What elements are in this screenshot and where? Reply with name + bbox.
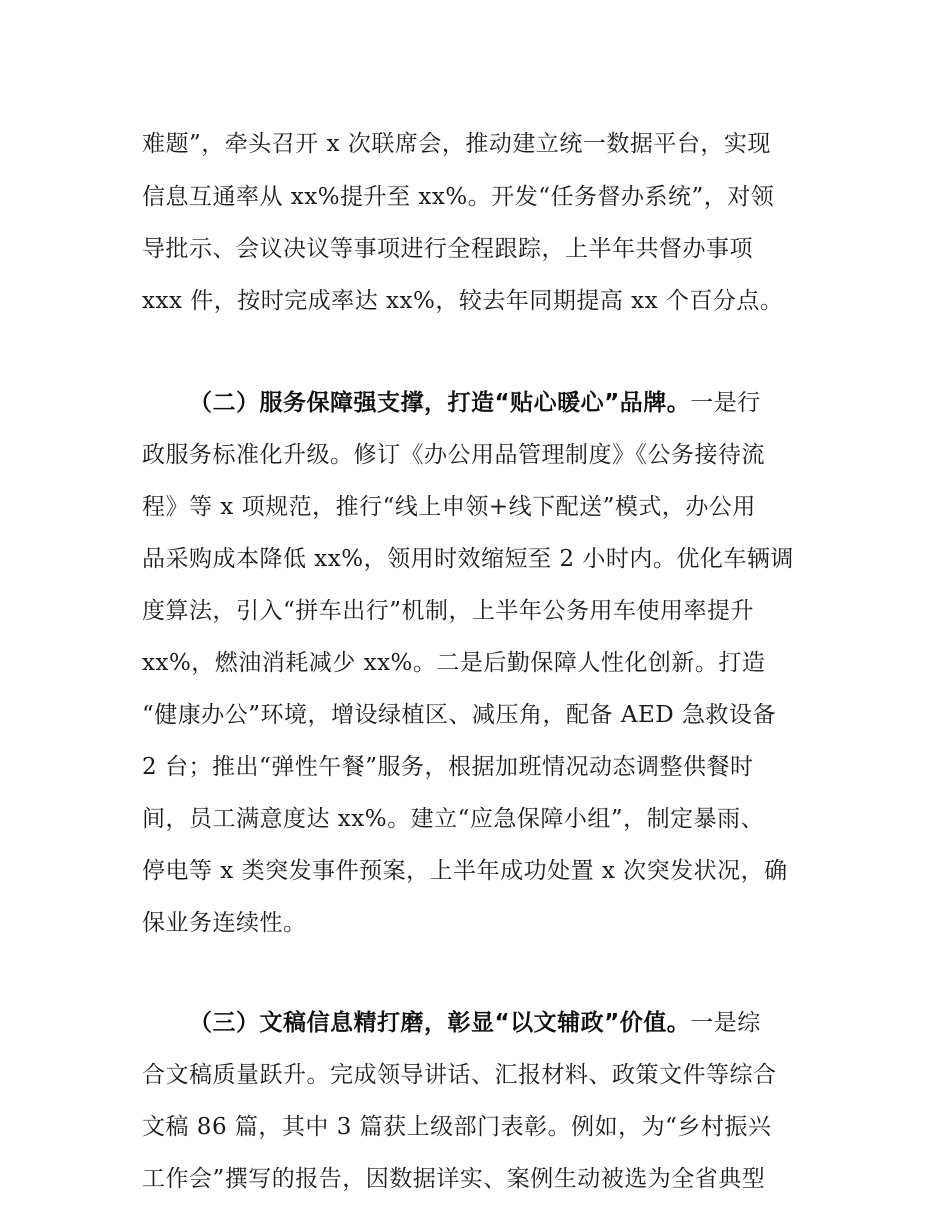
paragraph-2-line-3: 程》等 x 项规范，推行“线上申领+线下配送”模式，办公用 <box>142 494 756 520</box>
paragraph-3-line-2: 合文稿质量跃升。完成领导讲话、汇报材料、政策文件等综合 <box>142 1062 777 1088</box>
paragraph-2-line-4: 品采购成本降低 xx%，领用时效缩短至 2 小时内。优化车辆调 <box>142 546 794 572</box>
paragraph-1-line-2: 信息互通率从 xx%提升至 xx%。开发“任务督办系统”，对领 <box>142 184 775 210</box>
paragraph-2-line-6: xx%，燃油消耗减少 xx%。二是后勤保障人性化创新。打造 <box>142 650 766 676</box>
paragraph-2-line-7: “健康办公”环境，增设绿植区、减压角，配备 AED 急救设备 <box>142 702 776 728</box>
paragraph-2-line-5: 度算法，引入“拼车出行”机制，上半年公务用车使用率提升 <box>142 598 755 624</box>
paragraph-3-line-3: 文稿 86 篇，其中 3 篇获上级部门表彰。例如，为“乡村振兴 <box>142 1114 772 1140</box>
paragraph-3-line-1 <box>189 1003 822 1043</box>
paragraph-3-lead-text: 一是综 <box>690 1010 761 1036</box>
section-heading-3: （三）文稿信息精打磨，彰显“以文辅政”价值。 <box>189 1010 691 1036</box>
paragraph-2-line-1 <box>189 383 822 423</box>
paragraph-2-line-9: 间，员工满意度达 xx%。建立“应急保障小组”，制定暴雨、 <box>142 806 765 832</box>
paragraph-3-line-4: 工作会”撰写的报告，因数据详实、案例生动被选为全省典型 <box>142 1166 766 1192</box>
paragraph-1-line-3: 导批示、会议决议等事项进行全程跟踪，上半年共督办事项 <box>142 236 753 262</box>
paragraph-2-line-11: 保业务连续性。 <box>142 910 307 936</box>
paragraph-2-line-8: 2 台；推出“弹性午餐”服务，根据加班情况动态调整供餐时 <box>142 754 754 780</box>
paragraph-2-line-2: 政服务标准化升级。修订《办公用品管理制度》《公务接待流 <box>142 442 765 468</box>
paragraph-2-lead-text: 一是行 <box>690 390 761 416</box>
paragraph-1-line-4: xxx 件，按时完成率达 xx%，较去年同期提高 xx 个百分点。 <box>142 288 784 314</box>
section-heading-2: （二）服务保障强支撑，打造“贴心暖心”品牌。 <box>189 390 691 416</box>
paragraph-2-line-10: 停电等 x 类突发事件预案，上半年成功处置 x 次突发状况，确 <box>142 858 788 884</box>
paragraph-1-line-1: 难题”，牵头召开 x 次联席会，推动建立统一数据平台，实现 <box>142 131 771 157</box>
